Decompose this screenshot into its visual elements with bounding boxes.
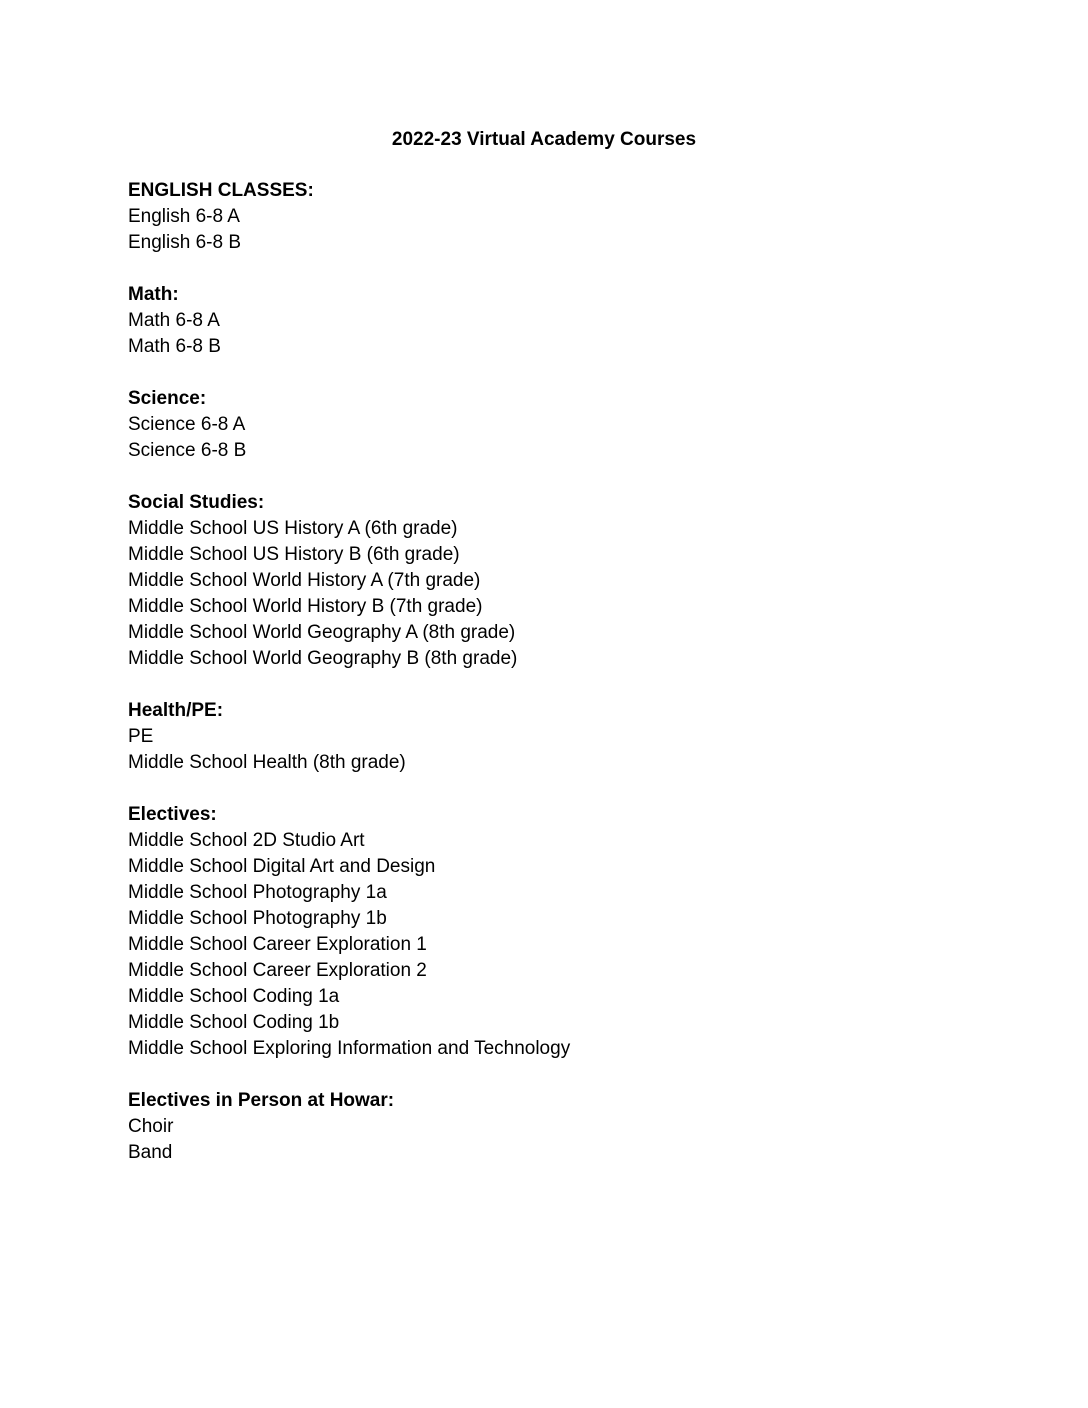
course-item: Middle School Digital Art and Design (128, 856, 436, 877)
section-english (128, 178, 988, 256)
section-heading: Math: (128, 284, 179, 305)
course-item: Science 6-8 B (128, 440, 247, 461)
course-item: Middle School Coding 1a (128, 986, 340, 1007)
course-item: English 6-8 B (128, 232, 242, 253)
course-item: Middle School Career Exploration 2 (128, 960, 427, 981)
course-item: Band (128, 1142, 173, 1163)
section-heading: Science: (128, 388, 207, 409)
course-item: Science 6-8 A (128, 414, 246, 435)
course-list (128, 828, 988, 1062)
section-heading: Health/PE: (128, 700, 224, 721)
course-item: Middle School US History A (6th grade) (128, 518, 458, 539)
section-social-studies (128, 490, 988, 672)
course-item: Middle School Coding 1b (128, 1012, 340, 1033)
course-item: Middle School 2D Studio Art (128, 830, 365, 851)
section-electives-in-person (128, 1088, 988, 1166)
course-list (128, 724, 988, 776)
course-item: Middle School World History B (7th grade) (128, 596, 483, 617)
course-list (128, 204, 988, 256)
section-electives (128, 802, 988, 1062)
course-item: PE (128, 726, 154, 747)
section-heading: ENGLISH CLASSES: (128, 180, 314, 201)
course-item: Choir (128, 1116, 174, 1137)
course-item: Middle School Exploring Information and Technology (128, 1038, 571, 1059)
course-item: Middle School World Geography A (8th grade) (128, 622, 516, 643)
course-item: Math 6-8 B (128, 336, 221, 357)
course-list (128, 412, 988, 464)
section-heading: Electives in Person at Howar: (128, 1090, 395, 1111)
section-science (128, 386, 988, 464)
document-title: 2022-23 Virtual Academy Courses (391, 129, 697, 150)
section-heading: Social Studies: (128, 492, 265, 513)
course-list (128, 516, 988, 672)
course-item: Middle School World History A (7th grade) (128, 570, 481, 591)
course-item: Middle School Photography 1b (128, 908, 387, 929)
section-math (128, 282, 988, 360)
course-item: Middle School Career Exploration 1 (128, 934, 427, 955)
course-item: Middle School Photography 1a (128, 882, 387, 903)
course-item: Math 6-8 A (128, 310, 220, 331)
section-heading: Electives: (128, 804, 217, 825)
course-item: Middle School US History B (6th grade) (128, 544, 460, 565)
course-list (128, 1114, 988, 1166)
course-item: English 6-8 A (128, 206, 240, 227)
course-item: Middle School Health (8th grade) (128, 752, 406, 773)
course-sections (128, 178, 988, 1192)
section-health-pe (128, 698, 988, 776)
course-list (128, 308, 988, 360)
course-item: Middle School World Geography B (8th grade) (128, 648, 518, 669)
